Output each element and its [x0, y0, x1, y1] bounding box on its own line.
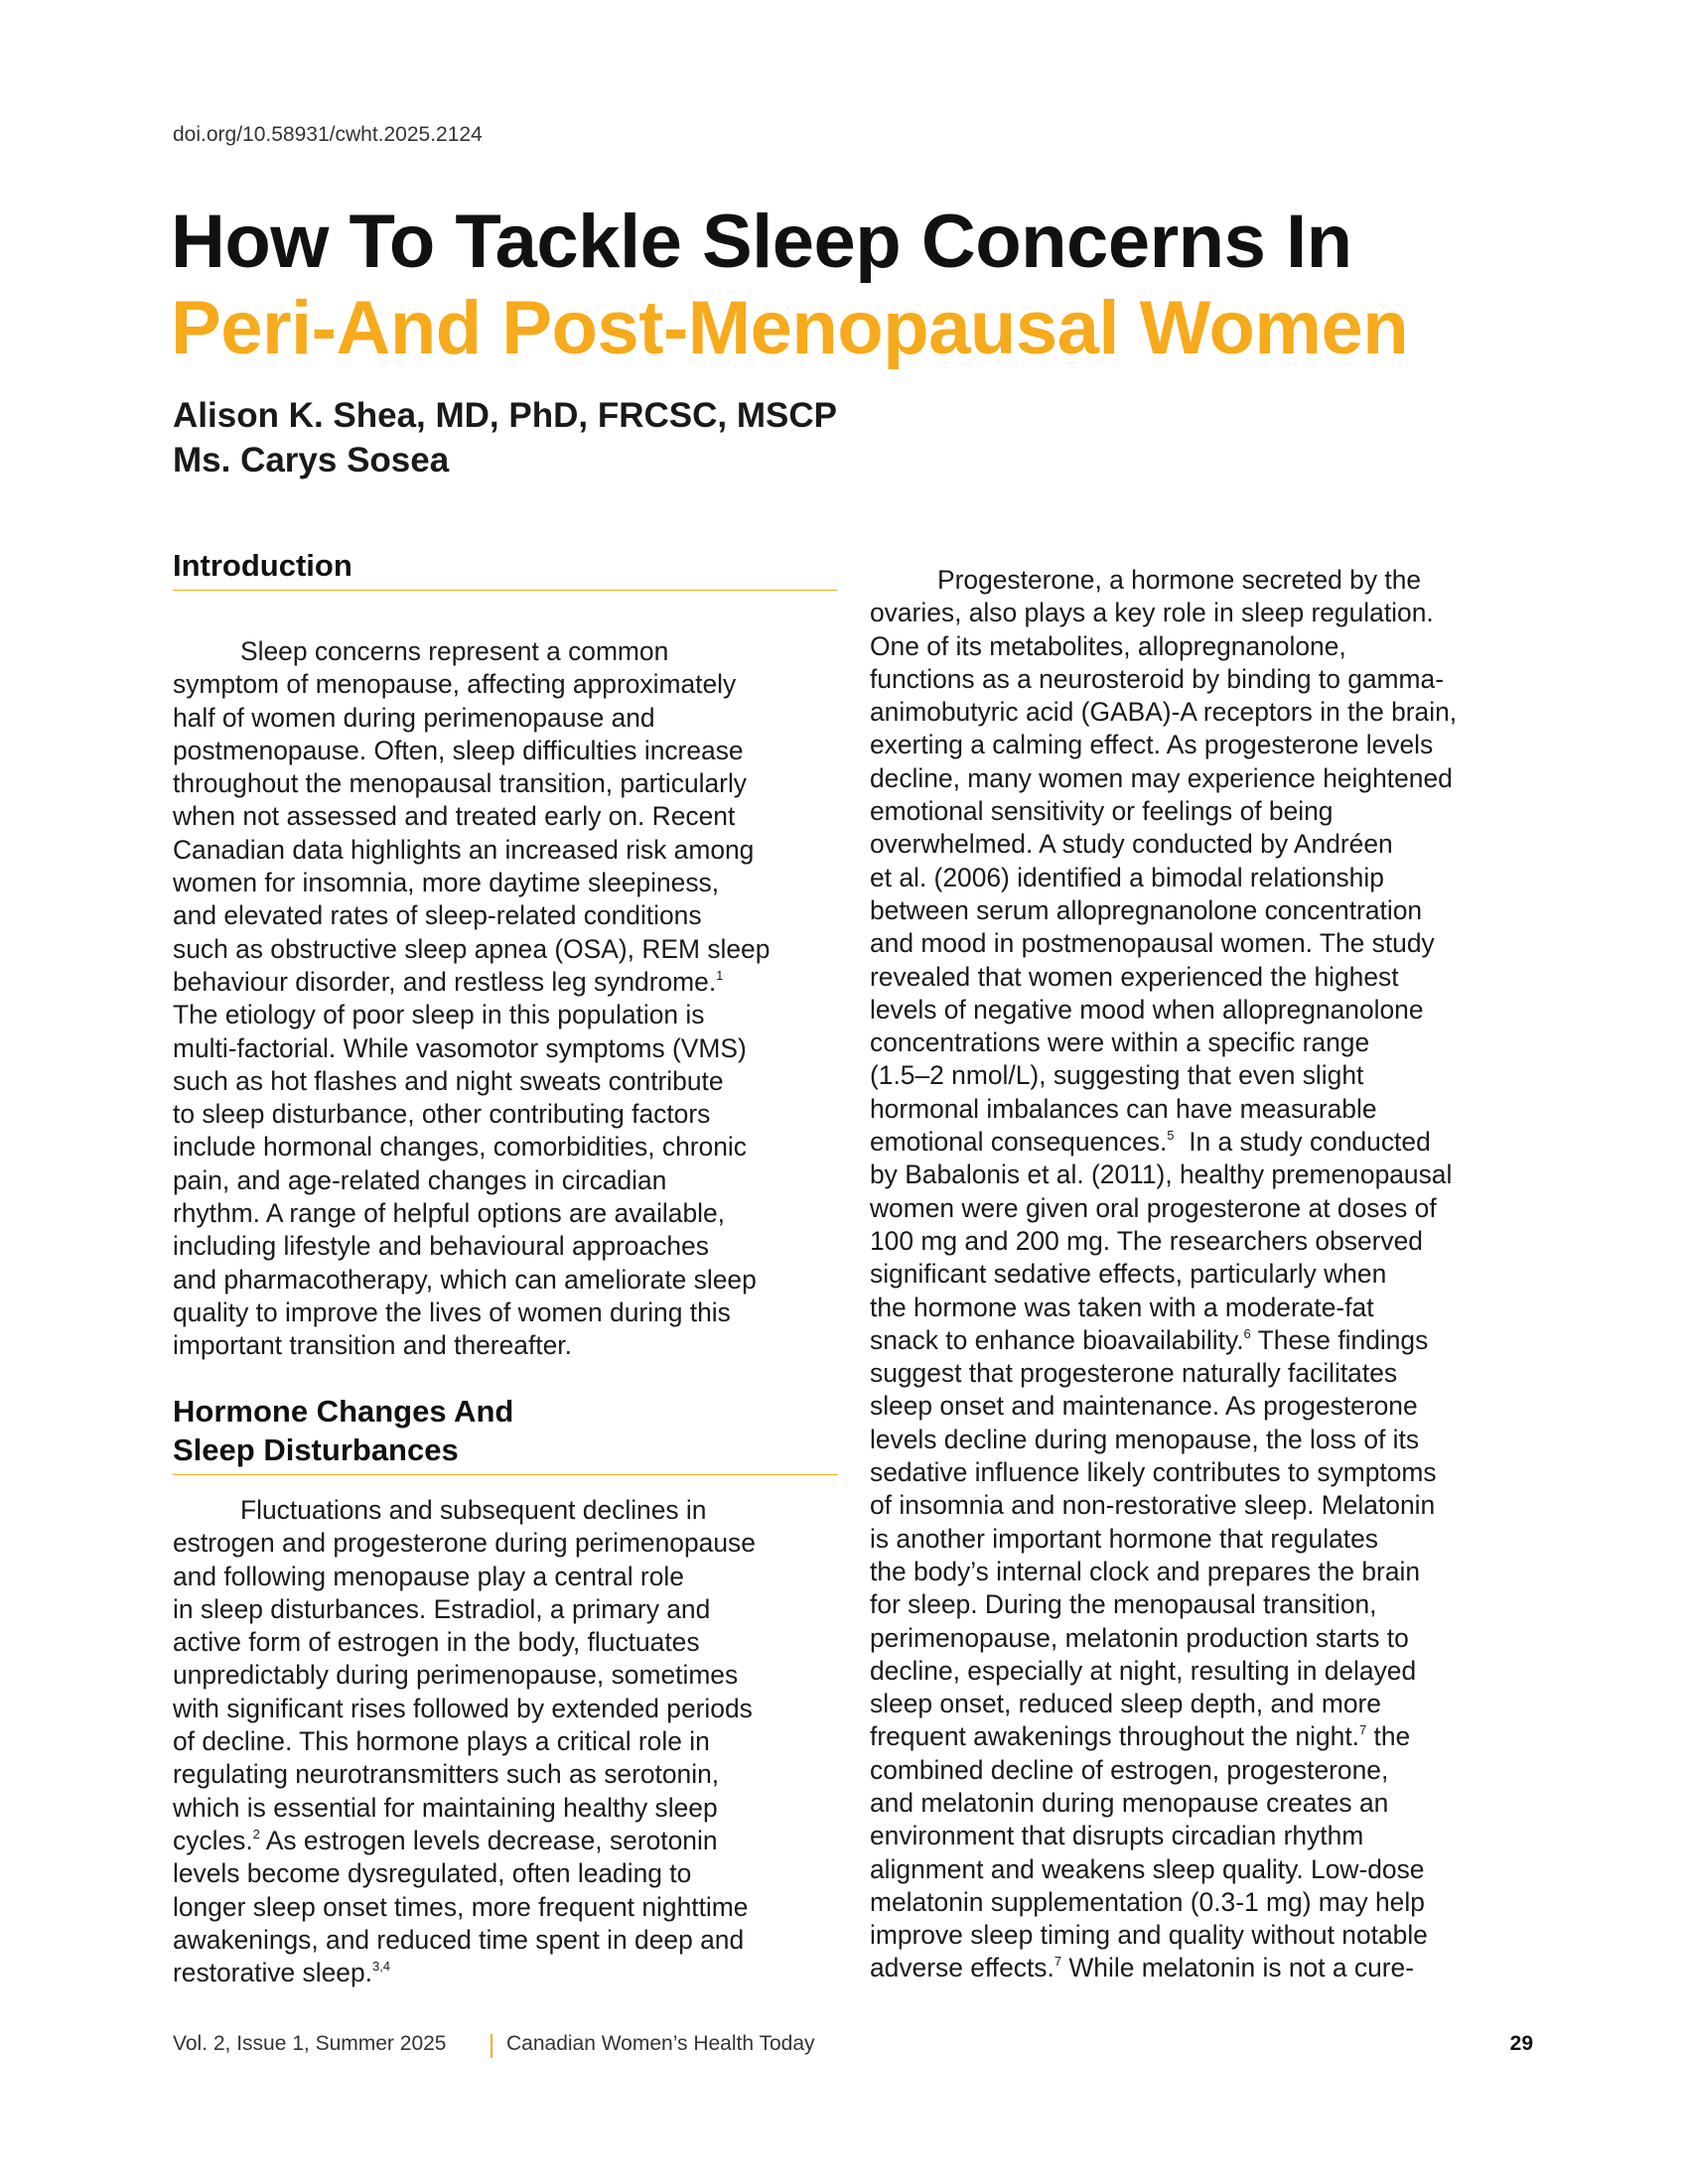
- text-fragment: restorative sleep.: [173, 1958, 372, 1988]
- heading-line: Sleep Disturbances: [173, 1433, 459, 1467]
- text-line: The etiology of poor sleep in this population is: [173, 1000, 705, 1030]
- text-fragment: frequent awakenings throughout the night.: [870, 1721, 1359, 1752]
- text-line: is another important hormone that regulates: [870, 1523, 1378, 1554]
- section-heading-introduction: Introduction: [173, 546, 838, 591]
- text-fragment: cycles.: [173, 1825, 253, 1855]
- text-line: include hormonal changes, comorbidities, chronic: [173, 1132, 747, 1162]
- reference-superscript: 5: [1167, 1128, 1175, 1144]
- text-line: improve sleep timing and quality without notable: [870, 1920, 1428, 1951]
- text-fragment: As estrogen levels decrease, serotonin: [259, 1825, 718, 1855]
- text-line: postmenopause. Often, sleep difficulties increase: [173, 735, 744, 765]
- text-line: and melatonin during menopause creates an: [870, 1787, 1389, 1818]
- page-number: 29: [1509, 2032, 1533, 2055]
- text-line: emotional sensitivity or feelings of being: [870, 796, 1334, 827]
- text-line: unpredictably during perimenopause, sometimes: [173, 1660, 739, 1691]
- text-line: suggest that progesterone naturally facilitates: [870, 1358, 1398, 1389]
- text-line: environment that disrupts circadian rhythm: [870, 1821, 1364, 1851]
- text-line: of insomnia and non-restorative sleep. Melatonin: [870, 1490, 1436, 1521]
- text-line: [173, 1957, 838, 1989]
- text-line: between serum allopregnanolone concentration: [870, 894, 1423, 925]
- text-line: Sleep concerns represent a common: [240, 636, 669, 666]
- text-line: active form of estrogen in the body, fluctuates: [173, 1627, 700, 1658]
- text-line: hormonal imbalances can have measurable: [870, 1093, 1377, 1124]
- text-line: symptom of menopause, affecting approximately: [173, 669, 737, 700]
- text-line: significant sedative effects, particularly when: [870, 1259, 1387, 1290]
- text-line: the hormone was taken with a moderate-fat: [870, 1292, 1374, 1322]
- progesterone-paragraph: [870, 564, 1535, 1985]
- text-line: functions as a neurosteroid by binding to gamma-: [870, 663, 1444, 694]
- text-line: and mood in postmenopausal women. The study: [870, 928, 1435, 959]
- footer-volume: Vol. 2, Issue 1, Summer 2025: [173, 2032, 447, 2055]
- text-line: half of women during perimenopause and: [173, 702, 655, 733]
- text-line: ovaries, also plays a key role in sleep regulation.: [870, 598, 1434, 628]
- reference-superscript: 2: [252, 1826, 260, 1842]
- footer-journal: Canadian Women’s Health Today: [506, 2032, 815, 2055]
- title-line-2: Peri-And Post-Menopausal Women: [171, 286, 1409, 370]
- text-line: (1.5–2 nmol/L), suggesting that even slight: [870, 1060, 1364, 1091]
- text-line: alignment and weakens sleep quality. Low-dose: [870, 1853, 1425, 1884]
- title-line-1: How To Tackle Sleep Concerns In: [171, 200, 1352, 284]
- text-line: such as obstructive sleep apnea (OSA), REM sleep: [173, 933, 771, 964]
- text-line: estrogen and progesterone during perimenopause: [173, 1528, 756, 1559]
- text-line: women for insomnia, more daytime sleepiness,: [173, 868, 720, 898]
- author-2: Ms. Carys Sosea: [173, 441, 450, 479]
- text-line: [173, 1825, 838, 1857]
- text-line: of decline. This hormone plays a critical role in: [173, 1726, 710, 1757]
- article-title: [171, 199, 1561, 371]
- text-line: including lifestyle and behavioural approaches: [173, 1231, 709, 1262]
- text-line: decline, many women may experience heightened: [870, 762, 1453, 793]
- text-line: [173, 966, 838, 999]
- section-heading-hormone-changes: [173, 1392, 838, 1475]
- text-line: levels decline during menopause, the loss of its: [870, 1424, 1420, 1454]
- text-line: important transition and thereafter.: [173, 1330, 572, 1361]
- text-line: multi-factorial. While vasomotor symptoms (VMS): [173, 1032, 747, 1063]
- author-list: [173, 393, 837, 482]
- text-line: perimenopause, melatonin production starts to: [870, 1622, 1409, 1653]
- text-line: levels become dysregulated, often leading to: [173, 1858, 692, 1889]
- text-line: et al. (2006) identified a bimodal relationship: [870, 862, 1384, 892]
- text-line: regulating neurotransmitters such as serotonin,: [173, 1759, 720, 1790]
- text-line: quality to improve the lives of women during this: [173, 1297, 731, 1327]
- text-line: levels of negative mood when allopregnanolone: [870, 994, 1424, 1024]
- text-line: and following menopause play a central role: [173, 1561, 684, 1591]
- text-line: [870, 1720, 1535, 1753]
- text-line: when not assessed and treated early on. Recent: [173, 801, 736, 832]
- text-fragment: In a study conducted: [1174, 1127, 1431, 1158]
- text-line: such as hot flashes and night sweats contribute: [173, 1065, 724, 1096]
- text-line: women were given oral progesterone at doses of: [870, 1192, 1437, 1223]
- text-fragment: behaviour disorder, and restless leg syndrome.: [173, 966, 717, 997]
- text-line: in sleep disturbances. Estradiol, a primary and: [173, 1593, 711, 1624]
- text-line: to sleep disturbance, other contributing factors: [173, 1099, 711, 1130]
- reference-superscript: 7: [1358, 1722, 1367, 1738]
- text-line: revealed that women experienced the highest: [870, 961, 1399, 992]
- text-line: Progesterone, a hormone secreted by the: [937, 565, 1422, 595]
- text-line: One of its metabolites, allopregnanolone,: [870, 630, 1346, 661]
- text-line: and pharmacotherapy, which can ameliorate sleep: [173, 1264, 757, 1295]
- text-line: which is essential for maintaining healthy sleep: [173, 1792, 718, 1823]
- text-line: by Babalonis et al. (2011), healthy premenopausal: [870, 1160, 1453, 1190]
- text-line: decline, especially at night, resulting in delayed: [870, 1655, 1417, 1686]
- text-fragment: These findings: [1250, 1324, 1429, 1355]
- text-line: the body’s internal clock and prepares the brain: [870, 1556, 1421, 1586]
- text-line: for sleep. During the menopausal transition,: [870, 1589, 1377, 1620]
- text-line: with significant rises followed by extended periods: [173, 1693, 753, 1723]
- doi-link[interactable]: doi.org/10.58931/cwht.2025.2124: [173, 123, 483, 146]
- text-fragment: the: [1366, 1721, 1411, 1752]
- reference-superscript: 1: [716, 967, 724, 983]
- text-line: melatonin supplementation (0.3-1 mg) may help: [870, 1886, 1425, 1917]
- reference-superscript: 6: [1243, 1325, 1251, 1341]
- text-line: sleep onset and maintenance. As progesterone: [870, 1391, 1418, 1422]
- text-line: animobutyric acid (GABA)-A receptors in the brain,: [870, 697, 1458, 728]
- text-fragment: While melatonin is not a cure-: [1061, 1953, 1415, 1983]
- footer-divider: [491, 2034, 492, 2058]
- text-line: [870, 1126, 1535, 1159]
- text-line: throughout the menopausal transition, particularly: [173, 768, 748, 799]
- text-line: exerting a calming effect. As progesterone levels: [870, 730, 1434, 760]
- text-line: sleep onset, reduced sleep depth, and more: [870, 1689, 1381, 1719]
- hormone-paragraph: [173, 1494, 838, 1989]
- text-line: combined decline of estrogen, progesterone,: [870, 1754, 1389, 1785]
- text-line: awakenings, and reduced time spent in deep and: [173, 1924, 745, 1955]
- text-fragment: emotional consequences.: [870, 1127, 1168, 1158]
- text-line: concentrations were within a specific range: [870, 1027, 1370, 1058]
- text-line: [870, 1952, 1535, 1984]
- heading-line: Hormone Changes And: [173, 1394, 514, 1429]
- reference-superscript: 7: [1054, 1954, 1062, 1970]
- text-line: pain, and age-related changes in circadian: [173, 1164, 667, 1195]
- text-line: and elevated rates of sleep-related conditions: [173, 900, 702, 931]
- introduction-paragraph: [173, 635, 838, 1363]
- text-line: sedative influence likely contributes to symptoms: [870, 1457, 1437, 1488]
- text-line: overwhelmed. A study conducted by Andréen: [870, 829, 1393, 860]
- text-line: 100 mg and 200 mg. The researchers observed: [870, 1225, 1423, 1256]
- text-line: [870, 1324, 1535, 1357]
- author-1: Alison K. Shea, MD, PhD, FRCSC, MSCP: [173, 396, 837, 435]
- text-fragment: snack to enhance bioavailability.: [870, 1324, 1244, 1355]
- text-fragment: adverse effects.: [870, 1953, 1055, 1983]
- text-line: longer sleep onset times, more frequent nighttime: [173, 1891, 749, 1922]
- text-line: rhythm. A range of helpful options are available,: [173, 1198, 726, 1229]
- reference-superscript: 3,4: [371, 1959, 391, 1975]
- text-line: Canadian data highlights an increased risk among: [173, 834, 755, 865]
- text-line: Fluctuations and subsequent declines in: [240, 1495, 707, 1525]
